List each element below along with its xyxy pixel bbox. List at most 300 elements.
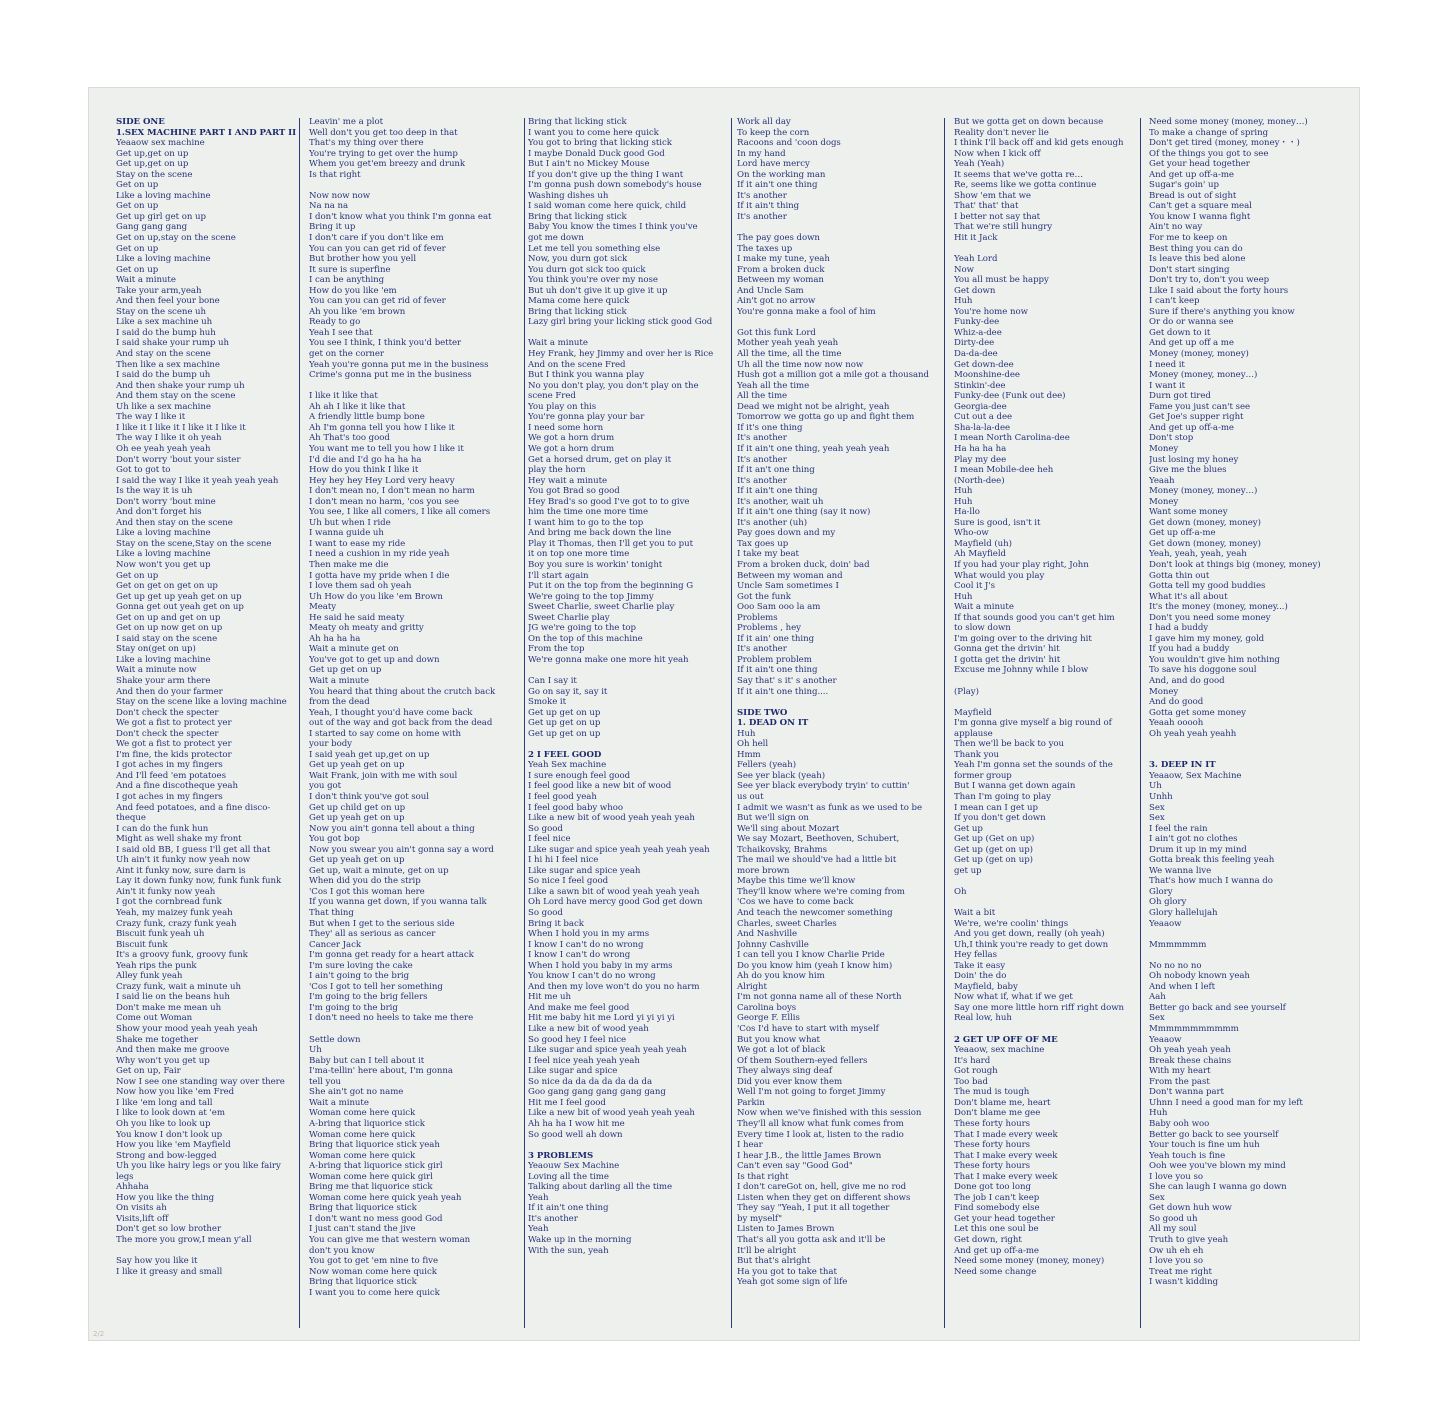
lyric-line: They always sing deaf [737,1066,833,1077]
stanza-gap [954,876,1138,887]
lyric-line: Show your mood yeah yeah yeah [116,1024,258,1035]
lyric-line: Yeah Sex machine [528,760,607,771]
lyric-line: That I made every week [954,1129,1058,1140]
lyric-line: Don't worry 'bout mine [116,496,216,507]
lyric-line: So good uh [1149,1213,1198,1224]
lyric-line: Like sugar and spice yeah yeah yeah [528,1045,687,1056]
lyric-line: And on the scene Fred [528,359,626,370]
lyric-line: You durn got sick too quick [528,264,646,275]
lyric-line: Got this funk Lord [737,327,816,338]
lyric-line: Yeah you're gonna put me in the business [309,359,489,370]
lyric-line: Wait a minute [309,675,369,686]
lyric-line: With my heart [1149,1066,1211,1077]
lyric-line: Between my woman and [737,570,843,581]
lyric-line: Visits,lift off [116,1213,169,1224]
lyric-line: And get up off a me [1149,338,1234,349]
lyric-line: Ain't it funky now yeah [116,886,216,897]
column-divider-3 [731,118,732,1328]
lyric-line: Don't try to, don't you weep [1149,275,1270,286]
lyric-line: Want some money [1149,507,1228,518]
lyric-line: I gotta have my pride when I die [309,570,450,581]
lyric-line: Ah ha ha I wow hit me [528,1118,625,1129]
lyric-line: And get up off-a-me [954,1245,1039,1256]
lyric-line: These forty hours [954,1118,1030,1129]
lyric-line: The job I can't keep [954,1192,1040,1203]
lyric-line: George F. Ellis [737,1013,800,1024]
lyric-line: I need some horn [528,422,604,433]
lyric-line: Like a sawn bit of wood yeah yeah yeah [528,886,700,897]
lyric-line: Get up child get on up [309,802,406,813]
lyric-line: I had a buddy [1149,623,1209,634]
lyric-line: But I think you wanna play [528,370,644,381]
lyric-line: I maybe Donald Duck good God [528,148,665,159]
lyric-line: Get up girl get on up [116,211,206,222]
lyric-line: But I ain't no Mickey Mouse [528,159,650,170]
lyric-line: Uh How do you like 'em Brown [309,591,443,602]
lyric-line: But brother how you yell [309,254,417,265]
lyric-line: Get down, right [954,1234,1022,1245]
lyric-line: Yeah got some sign of life [737,1277,848,1288]
lyric-line: See yer black (yeah) [737,770,826,781]
lyric-line: Yeah I see that [309,327,373,338]
lyric-line: I hear J.B., the little James Brown [737,1150,882,1161]
lyric-line: I can be anything [309,275,385,286]
lyric-line: We're gonna make one more hit yeah [528,654,689,665]
lyric-line: Money (money, money…) [1149,370,1258,381]
lyric-line: Sure if there's anything you know [1149,306,1295,317]
lyric-line: Ah ah I like it like that [309,401,406,412]
lyric-line: I admit we wasn't as funk as we used to be [737,802,922,813]
lyric-line: Can I say it [528,675,577,686]
lyric-line: When I hold you in my arms [528,929,650,940]
lyric-line: Yeaah ooooh [1149,718,1204,729]
lyric-line: Take it easy [954,960,1006,971]
lyric-line: I don't mean no, I don't mean no harm [309,486,475,497]
lyric-line: Sugar's goin' up [1149,180,1219,191]
lyric-line: Cut out a dee [954,412,1013,423]
lyric-line: If it ain' one thing [737,633,815,644]
lyric-line: Need some change [954,1266,1037,1277]
lyric-line: Is that right [737,1171,789,1182]
lyric-line: Gotta get some money [1149,707,1246,718]
lyric-line: Problems , hey [737,623,801,634]
lyric-line: Stay on the scene uh [116,306,207,317]
lyric-line: I sure enough feel good [528,770,631,781]
lyric-line: If you had your play right, John [954,559,1089,570]
lyric-line: Go on say it, say it [528,686,608,697]
lyric-line: Better go back to see yourself [1149,1129,1279,1140]
lyric-line: She can laugh I wanna go down [1149,1182,1287,1193]
lyric-line: you got [309,781,342,792]
section-heading: 3. DEEP IN IT [1149,760,1216,771]
lyric-line: Sex [1149,1192,1165,1203]
lyric-line: Don't you need some money [1149,612,1271,623]
lyric-line: The way I like it [116,412,186,423]
lyric-line: Did you ever know them [737,1076,843,1087]
lyric-line: And do good [1149,697,1204,708]
lyric-line: Ain't no way [1149,222,1203,233]
lyric-line: Now you swear you ain't gonna say a word [309,844,494,855]
lyric-line: He said he said meaty [309,612,405,623]
lyric-line: A friendly little bump bone [309,412,425,423]
lyric-line: Uhnn I need a good man for my left [1149,1097,1303,1108]
lyric-line: Like a loving machine [116,190,211,201]
lyric-line: How do you think I like it [309,465,419,476]
stanza-gap [528,665,728,676]
lyric-line: Get on up [116,570,159,581]
lyric-line: I take my beat [737,549,799,560]
section-heading: 1.SEX MACHINE PART I AND PART II [116,127,296,138]
lyric-line: It'll be alright [737,1245,797,1256]
lyric-line: to slow down [954,623,1011,634]
lyric-line: If it ain't one thing.... [737,686,829,697]
lyric-line: With the sun, yeah [528,1245,609,1256]
lyric-line: Bring that liquorice stick yeah [309,1140,440,1151]
lyric-line: And then stay on the scene [116,517,233,528]
lyric-line: Meaty oh meaty and gritty [309,623,424,634]
lyric-line: That thing [309,908,354,919]
lyric-line: Like a loving machine [116,528,211,539]
lyric-line: Get your head together [954,1213,1055,1224]
lyric-line: I want him to go to the top [528,517,644,528]
lyric-line: The mail we should've had a little bit [737,855,897,866]
lyric-line: Wait Frank, join with me with soul [309,770,458,781]
lyric-line: Now when we've finished with this session [737,1108,922,1119]
lyric-line: It's another [737,454,787,465]
stanza-gap [954,697,1138,708]
lyric-line: Like a new bit of wood yeah yeah yeah [528,813,695,824]
lyric-line: I don't think you've got soul [309,792,429,802]
lyric-line: And I'll feed 'em potatoes [116,770,226,781]
lyric-line: In my hand [737,148,786,159]
lyric-line: Hmm [737,749,761,760]
lyric-line: Now what if, what if we get [954,992,1073,1003]
lyric-line: On visits ah [116,1203,167,1214]
lyric-line: Take your arm,yeah [116,285,202,296]
lyric-line: Bring that liquorice stick [309,1277,417,1288]
lyric-line: We're going to the top Jimmy [528,591,654,602]
lyric-line: Do you know him (yeah I know him) [737,960,893,971]
stanza-gap [528,1140,728,1151]
lyric-line: They'll know where we're coming from [737,886,905,897]
lyric-line: How you like the thing [116,1192,215,1203]
lyric-line: I feel nice yeah yeah yeah [528,1055,640,1066]
lyric-line: Moonshine-dee [954,370,1020,381]
lyric-line: Uh [309,1045,322,1056]
lyric-line: Oh nobody known yeah [1149,971,1250,982]
lyrics-column-6 [1149,117,1349,1288]
lyric-line: 'Cos I got this woman here [309,886,425,897]
lyric-line: Uncle Sam sometimes I [737,581,839,592]
lyric-line: You think you're over my nose [528,275,658,286]
lyric-line: Hey fellas [954,950,997,961]
lyric-line: Ha ha ha ha [954,443,1007,454]
stanza-gap [528,739,728,750]
lyric-line: And then do your farmer [116,686,223,697]
lyric-line: Well I'm not going to forget Jimmy [737,1087,886,1098]
lyric-line: Yeah I'm gonna set the sounds of the [954,760,1113,771]
lyric-line: But we'll sign on [737,813,809,824]
stanza-gap [954,244,1138,255]
lyric-line: Now when I kick off [954,148,1041,159]
lyric-line: And bring me back down the line [528,528,672,539]
lyric-line: It's another [737,433,787,444]
lyric-line: If it ain't thing [737,201,800,212]
lyric-line: I don't know what you think I'm gonna eat [309,211,492,222]
lyric-line: You can you can get rid of fever [309,296,446,307]
lyric-line: But when I get to the serious side [309,918,455,929]
lyric-line: Don't get so low brother [116,1224,222,1235]
lyric-line: Uh ain't it funky now yeah now [116,855,251,866]
stanza-gap [309,1024,522,1035]
lyric-line: You got to get 'em nine to five [309,1256,439,1267]
lyric-line: Break these chains [1149,1055,1232,1066]
lyric-line: Money (money, money…) [1149,486,1258,497]
lyric-line: From a broken duck, doin' bad [737,559,870,570]
lyric-line: Better go back and see yourself [1149,1002,1286,1013]
lyric-line: Glory [1149,886,1173,897]
lyric-line: Don't make me mean uh [116,1002,222,1013]
lyric-line: And don't forget his [116,507,202,518]
lyric-line: I wanna guide uh [309,528,384,539]
lyric-line: Dead we might not be alright, yeah [737,401,890,412]
lyric-line: I said the way I like it yeah yeah yeah [116,475,279,486]
lyric-line: I just can't stand the jive [309,1224,416,1235]
lyric-line: On the top of this machine [528,633,643,644]
lyric-line: Yeah all the time [737,380,810,391]
stanza-gap [737,697,942,708]
lyric-line: Mmmmmmmmmmm [1149,1024,1239,1035]
lyric-line: get up [954,865,982,876]
lyric-line: We say Mozart, Beethoven, Schubert, [737,834,900,845]
lyric-line: I like it like that [309,391,378,402]
lyric-line: The more you grow,I mean y'all [116,1234,252,1245]
lyric-line: Get up get up yeah get on up [116,591,242,602]
lyric-line: From the top [528,644,585,655]
lyric-line: Listen to James Brown [737,1224,835,1235]
lyric-line: Too bad [954,1076,988,1087]
lyric-line: Oh ee yeah yeah yeah [116,443,211,454]
lyric-line: If it ain't one thing (say it now) [737,507,871,518]
lyric-line: Huh [737,728,756,739]
lyric-line: Find somebody else [954,1203,1040,1214]
lyric-line: Hit me uh [528,992,572,1003]
lyric-line: more brown [737,865,790,876]
lyric-line: Now how you like 'em Fred [116,1087,235,1098]
lyric-line: Now, you durn got sick [528,254,628,265]
lyric-line: Da-da-dee [954,349,998,360]
lyric-line: What it's all about [1149,591,1228,602]
lyric-line: We got a horn drum [528,443,615,454]
lyric-line: Carolina boys [737,1002,797,1013]
lyric-line: Fame you just can't see [1149,401,1251,412]
lyric-line: Get down (money, money) [1149,538,1261,549]
lyric-line: Come out Woman [116,1013,193,1024]
stanza-gap [1149,750,1349,761]
lyric-line: Yeah Lord [954,254,998,265]
lyric-line: Get on up [116,264,159,275]
lyric-line: I need it [1149,359,1185,370]
lyric-line: Whem you get'em breezy and drunk [309,159,466,170]
lyric-line: Yeah (Yeah) [954,159,1005,170]
lyric-line: Uh you like hairy legs or you like fairy [116,1161,281,1172]
stanza-gap [309,180,522,191]
lyric-line: (Play) [954,686,979,697]
lyric-line: All my soul [1149,1224,1197,1235]
lyric-line: Baby ooh woo [1149,1118,1210,1129]
lyric-line: I'm gonna get ready for a heart attack [309,950,474,961]
lyric-line: Ha you got to take that [737,1266,837,1277]
lyric-line: Might as well shake my front [116,834,242,845]
lyric-line: You've got to get up and down [309,654,440,665]
lyric-line: I got the cornbread funk [116,897,222,908]
lyric-line: I said do the bump uh [116,370,211,381]
lyric-line: The pay goes down [737,233,820,244]
lyric-line: So good [528,823,563,834]
lyric-line: It's another [528,1213,578,1224]
lyric-line: Hey Frank, hey Jimmy and over her is Rice [528,349,714,360]
lyric-line: I mean North Carolina-dee [954,433,1070,444]
lyric-line: Problems [737,612,778,623]
lyric-line: Ah ha ha ha [309,633,361,644]
lyric-line: What would you play [954,570,1045,581]
lyric-line: And stay on the scene [116,349,211,360]
lyric-line: Is leave this bed alone [1149,254,1246,265]
lyric-line: Hey hey hey Hey Lord very heavy [309,475,455,486]
lyric-line: Wait a minute now [116,665,197,676]
lyric-line: I don't mean no harm, 'cos you see [309,496,459,507]
lyric-line: Now you ain't gonna tell about a thing [309,823,475,834]
lyric-line: Like I said about the forty hours [1149,285,1289,296]
lyric-line: I want you to come here quick [309,1287,440,1298]
lyric-line: Bring me that liquorice stick [309,1182,433,1193]
lyric-line: Play it Thomas, then I'll get you to put [528,538,694,549]
lyric-line: To keep the corn [737,127,810,138]
lyric-line: And Uncle Sam [737,285,804,296]
lyric-line: Alley funk yeah [116,971,183,982]
stanza-gap [954,1024,1138,1035]
lyric-line: Like a loving machine [116,654,211,665]
lyric-line: The way I like it oh yeah [116,433,222,444]
lyric-line: Like a loving machine [116,254,211,265]
lyric-line: Crime's gonna put me in the business [309,370,472,381]
lyric-line: Than I'm going to play [954,792,1051,802]
lyric-line: Money [1149,686,1179,697]
lyric-line: Like sugar and spice yeah yeah yeah yeah [528,844,710,855]
lyric-line: Treat me right [1149,1266,1212,1277]
lyric-line: All the time [737,391,788,402]
lyric-line: Maybe this time we'll know [737,876,856,887]
lyric-line: You see I think, I think you'd better [309,338,462,349]
lyric-line: We got a lot of black [737,1045,826,1056]
lyric-line: Stay on the scene,Stay on the scene [116,538,272,549]
lyric-line: Yeah, my maizey funk yeah [116,908,233,919]
lyric-line: From a broken duck [737,264,825,275]
lyric-line: That I make every week [954,1171,1058,1182]
lyric-line: Don't get tired (money, money・・) [1149,138,1300,149]
lyric-line: Yeah [528,1224,549,1235]
lyric-line: I like 'em long and tall [116,1097,213,1108]
lyric-line: Don't wanna part [1149,1087,1224,1098]
lyric-line: Like sugar and spice [528,1066,618,1077]
lyric-line: Get on up [116,180,159,191]
lyric-line: I love you so [1149,1171,1203,1182]
section-heading: SIDE ONE [116,117,165,127]
lyric-line: Sweet Charlie, sweet Charlie play [528,602,675,613]
lyric-line: When I hold you baby in my arms [528,960,673,971]
lyric-line: See yer black everybody tryin' to cuttin' [737,781,910,792]
lyric-line: I'm going to the brig fellers [309,992,428,1003]
column-divider-5 [1140,118,1141,1328]
lyric-line: You're gonna play your bar [528,412,645,423]
lyric-line: Bring that licking stick [528,117,627,127]
column-divider-1 [299,118,300,1328]
stanza-gap [954,676,1138,687]
lyric-line: Racoons and 'coon dogs [737,138,841,149]
lyric-line: Shake me together [116,1034,199,1045]
lyric-line: 'Cos we have to come back [737,897,854,908]
lyric-line: Loving all the time [528,1171,609,1182]
lyric-line: Dirty-dee [954,338,995,349]
lyric-line: legs [116,1171,134,1182]
lyric-line: Is that right [309,169,361,180]
lyric-line: They'll all know what funk comes from [737,1118,904,1129]
lyric-line: Got to got to [116,465,171,476]
lyric-line: Get your head together [1149,159,1250,170]
lyric-line: Now now now [309,190,371,201]
lyric-line: Aint it funky now, sure darn is [116,865,246,876]
lyric-line: Bring that licking stick [528,211,627,222]
section-heading: 1. DEAD ON IT [737,718,809,729]
lyric-line: Money [1149,496,1179,507]
lyric-line: Ain't got no arrow [737,296,816,307]
lyric-line: Wait a minute [528,338,588,349]
lyric-line: Real low, huh [954,1013,1012,1024]
lyric-line: Funky-dee [954,317,1000,328]
lyric-line: No no no no [1149,960,1202,971]
lyric-line: Uh but when I ride [309,517,391,528]
lyric-line: Yeaaow [1149,1034,1182,1045]
stanza-gap [954,897,1138,908]
lyric-line: Biscuit funk [116,939,168,950]
lyric-line: Of the things you got to see [1149,148,1269,159]
lyric-line: Get on up, Fair [116,1066,181,1077]
lyric-line: Say how you like it [116,1256,198,1267]
lyric-line: Money [1149,443,1179,454]
lyric-line: Leavin' me a plot [309,117,383,127]
stanza-gap [116,1246,296,1257]
lyric-line: I feel the rain [1149,823,1208,834]
lyric-line: I said stay on the scene [116,633,218,644]
lyric-line: I wasn't kidding [1149,1277,1219,1288]
lyric-line: Don't start singing [1149,264,1230,275]
lyric-line: Wake up in the morning [528,1234,632,1245]
lyric-line: Hey Brad's so good I've got to to give [528,496,690,507]
lyric-line: If it ain't one thing, yeah yeah yeah [737,443,890,454]
lyric-line: him the time one more time [528,507,649,518]
lyric-line: You can give me that western woman [309,1234,471,1245]
lyric-line: Crazy funk, crazy funk yeah [116,918,237,929]
lyric-line: I'm going over to the driving hit [954,633,1092,644]
lyric-line: Ooo Sam ooo la am [737,602,821,613]
lyric-line: We got a fist to protect yer [116,718,232,729]
lyric-line: Sex [1149,813,1165,824]
lyric-line: Hit it Jack [954,233,998,244]
lyric-line: You got to bring that licking stick [528,138,672,149]
lyric-line: Got the funk [737,591,791,602]
lyric-line: It's the money (money, money...) [1149,602,1288,613]
lyric-line: You see, I like all comers, I like all comers [309,507,491,518]
